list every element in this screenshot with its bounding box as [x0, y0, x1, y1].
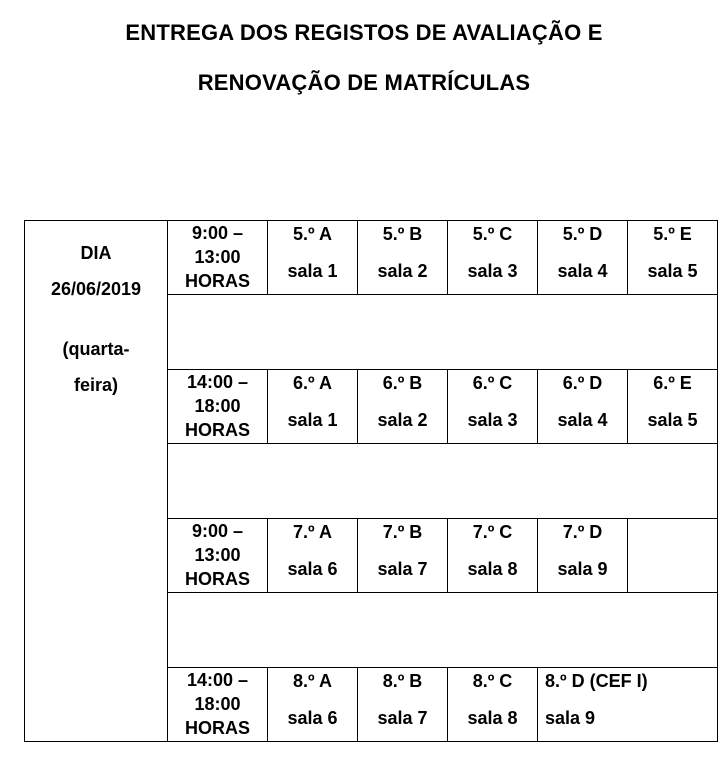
class-name: 7.º B	[382, 522, 423, 542]
class-room: sala 3	[467, 261, 518, 281]
time-unit: HORAS	[184, 271, 250, 291]
class-room: sala 7	[377, 708, 428, 728]
class-cell	[358, 519, 448, 593]
spacer-cell	[168, 444, 718, 519]
class-cell	[358, 668, 448, 742]
class-name: 5.º B	[382, 224, 423, 244]
time-start: 9:00 –	[191, 223, 244, 243]
class-cell	[628, 370, 718, 444]
class-room: sala 5	[647, 261, 698, 281]
slot-row-1	[25, 221, 718, 295]
class-name: 7.º A	[293, 522, 332, 542]
day-cell	[25, 221, 168, 742]
page-title-line-1: ENTREGA DOS REGISTOS DE AVALIAÇÃO E	[125, 20, 603, 45]
class-name: 8.º D (CEF I)	[545, 671, 648, 691]
class-cell	[268, 519, 358, 593]
class-room: sala 1	[287, 410, 338, 430]
class-name: 7.º C	[472, 522, 513, 542]
class-room: sala 9	[545, 708, 596, 728]
class-name: 7.º D	[562, 522, 603, 542]
class-cell	[538, 519, 628, 593]
class-name: 5.º C	[472, 224, 513, 244]
spacer-cell	[168, 295, 718, 370]
time-end: 18:00	[194, 694, 241, 714]
time-end: 13:00	[194, 247, 241, 267]
time-unit: HORAS	[184, 569, 250, 589]
class-cell	[268, 668, 358, 742]
class-cell	[268, 221, 358, 295]
page-title-line-2: RENOVAÇÃO DE MATRÍCULAS	[197, 70, 531, 95]
class-name: 8.º C	[472, 671, 513, 691]
class-room: sala 3	[467, 410, 518, 430]
class-cell	[448, 519, 538, 593]
day-label: DIA	[80, 243, 112, 263]
day-date: 26/06/2019	[50, 279, 142, 299]
spacer-cell	[168, 593, 718, 668]
time-start: 14:00 –	[186, 372, 249, 392]
class-room: sala 6	[287, 708, 338, 728]
class-name: 5.º E	[653, 224, 692, 244]
time-unit: HORAS	[184, 718, 250, 738]
time-start: 14:00 –	[186, 670, 249, 690]
class-name: 5.º A	[293, 224, 332, 244]
class-room: sala 5	[647, 410, 698, 430]
time-cell	[168, 519, 268, 593]
class-room: sala 8	[467, 559, 518, 579]
class-cell	[538, 370, 628, 444]
empty-class-cell	[628, 519, 718, 593]
class-name: 6.º E	[653, 373, 692, 393]
class-cell	[448, 370, 538, 444]
class-room: sala 6	[287, 559, 338, 579]
class-cell	[538, 221, 628, 295]
day-weekday-2: feira)	[73, 375, 118, 395]
time-cell	[168, 668, 268, 742]
schedule-table	[24, 220, 718, 742]
time-end: 13:00	[194, 545, 241, 565]
time-unit: HORAS	[184, 420, 250, 440]
class-room: sala 4	[557, 261, 608, 281]
class-room: sala 1	[287, 261, 338, 281]
class-room: sala 2	[377, 261, 428, 281]
day-weekday-1: (quarta-	[62, 339, 130, 359]
class-room: sala 7	[377, 559, 428, 579]
class-name: 6.º B	[382, 373, 423, 393]
time-cell	[168, 221, 268, 295]
class-cell	[448, 668, 538, 742]
class-room: sala 4	[557, 410, 608, 430]
class-name: 8.º B	[382, 671, 423, 691]
class-room: sala 8	[467, 708, 518, 728]
wide-class-cell	[538, 668, 718, 742]
time-cell	[168, 370, 268, 444]
time-start: 9:00 –	[191, 521, 244, 541]
class-cell	[628, 221, 718, 295]
class-cell	[358, 221, 448, 295]
time-end: 18:00	[194, 396, 241, 416]
class-cell	[448, 221, 538, 295]
class-name: 6.º A	[293, 373, 332, 393]
class-cell	[358, 370, 448, 444]
class-cell	[268, 370, 358, 444]
class-name: 8.º A	[293, 671, 332, 691]
class-name: 5.º D	[562, 224, 603, 244]
class-room: sala 9	[557, 559, 608, 579]
class-name: 6.º C	[472, 373, 513, 393]
class-room: sala 2	[377, 410, 428, 430]
class-name: 6.º D	[562, 373, 603, 393]
